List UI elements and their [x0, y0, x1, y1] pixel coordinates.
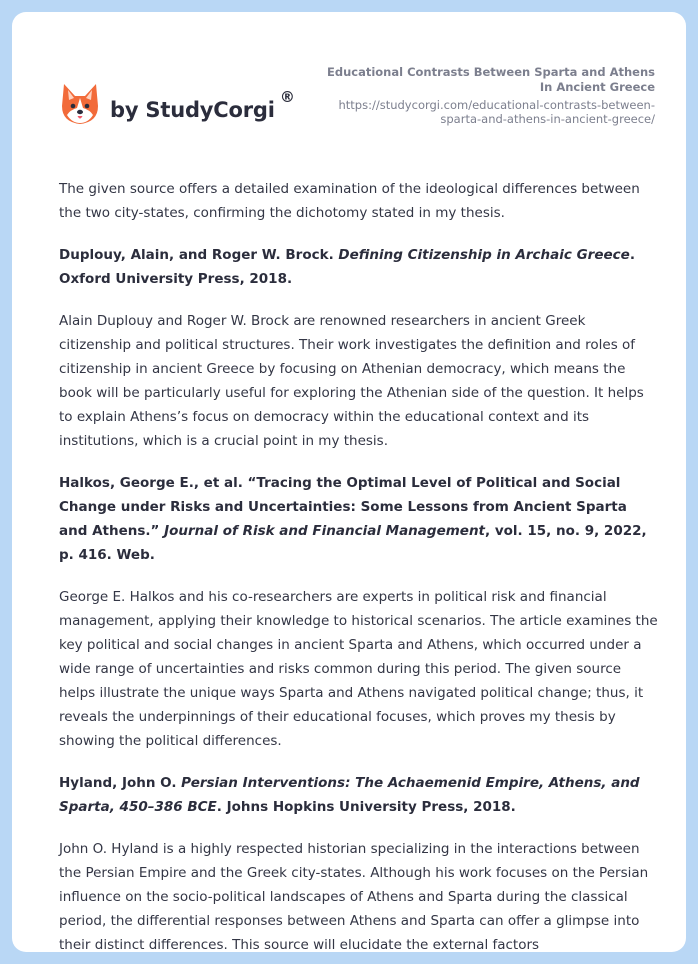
citation-authors: Duplouy, Alain, and Roger W. Brock.: [59, 247, 339, 263]
document-title: Educational Contrasts Between Sparta and Athens In Ancient Greece: [326, 65, 655, 94]
annotation-paragraph: Alain Duplouy and Roger W. Brock are renowned researchers in ancient Greek citizenship and political structures. Their work investigates the definition and roles of citizenship in ancient Greece by focusing on Athenian democracy, which means the book will be particularly useful for exploring the Athenian side of the question. It helps to explain Athens’s focus on democracy within the educational context and its institutions, which is a crucial point in my thesis.: [59, 313, 644, 449]
brand-name: by StudyCorgi ®: [110, 88, 295, 122]
citation-title: Defining Citizenship in Archaic Greece: [338, 247, 630, 263]
citation-duplouy: [59, 243, 659, 291]
intro-paragraph: The given source offers a detailed examination of the ideological differences between the two city-states, confirming the dichotomy stated in my thesis.: [59, 181, 640, 221]
citation-title: Persian Interventions: The Achaemenid Empire, Athens, and Sparta, 450–386 BCE: [59, 775, 640, 815]
citation-hyland: [59, 771, 659, 819]
citation-publisher: . Oxford University Press, 2018.: [59, 247, 635, 287]
registered-mark: ®: [279, 88, 295, 106]
document-url[interactable]: https://studycorgi.com/educational-contrasts-between-sparta-and-athens-in-ancient-greece/: [338, 98, 655, 126]
citation-halkos: [59, 471, 659, 567]
annotation-paragraph: George E. Halkos and his co-researchers are experts in political risk and financial management, applying their knowledge to historical scenarios. The article examines the key political and social changes in ancient Sparta and Athens, which occurred under a wide range of uncertainties and risks common during this period. The given source helps illustrate the unique ways Sparta and Athens navigated political change; thus, it reveals the underpinnings of their educational focuses, which proves my thesis by showing the political differences.: [59, 589, 658, 749]
corgi-icon: [60, 82, 100, 126]
citation-publisher: , vol. 15, no. 9, 2022, p. 416. Web.: [59, 523, 647, 563]
citation-authors: Hyland, John O.: [59, 775, 182, 791]
citation-authors: Halkos, George E., et al. “Tracing the Optimal Level of Political and Social Change under Risks and Uncertainties: Some Lessons from Ancient Sparta and Athens.”: [59, 475, 627, 539]
studycorgi-logo[interactable]: [60, 74, 295, 134]
citation-title: Journal of Risk and Financial Management: [164, 523, 486, 539]
annotation-paragraph: John O. Hyland is a highly respected historian specializing in the interactions between the Persian Empire and the Greek city-states. Although his work focuses on the Persian influence on the socio-political landscapes of Athens and Sparta during the classical period, the differential responses between Athens and Sparta can offer a glimpse into their distinct differences. This source will elucidate the external factors: [59, 841, 649, 952]
document-page: [12, 12, 686, 952]
document-meta: [325, 65, 655, 126]
citation-publisher: . Johns Hopkins University Press, 2018.: [216, 799, 516, 815]
document-body: [59, 177, 659, 952]
